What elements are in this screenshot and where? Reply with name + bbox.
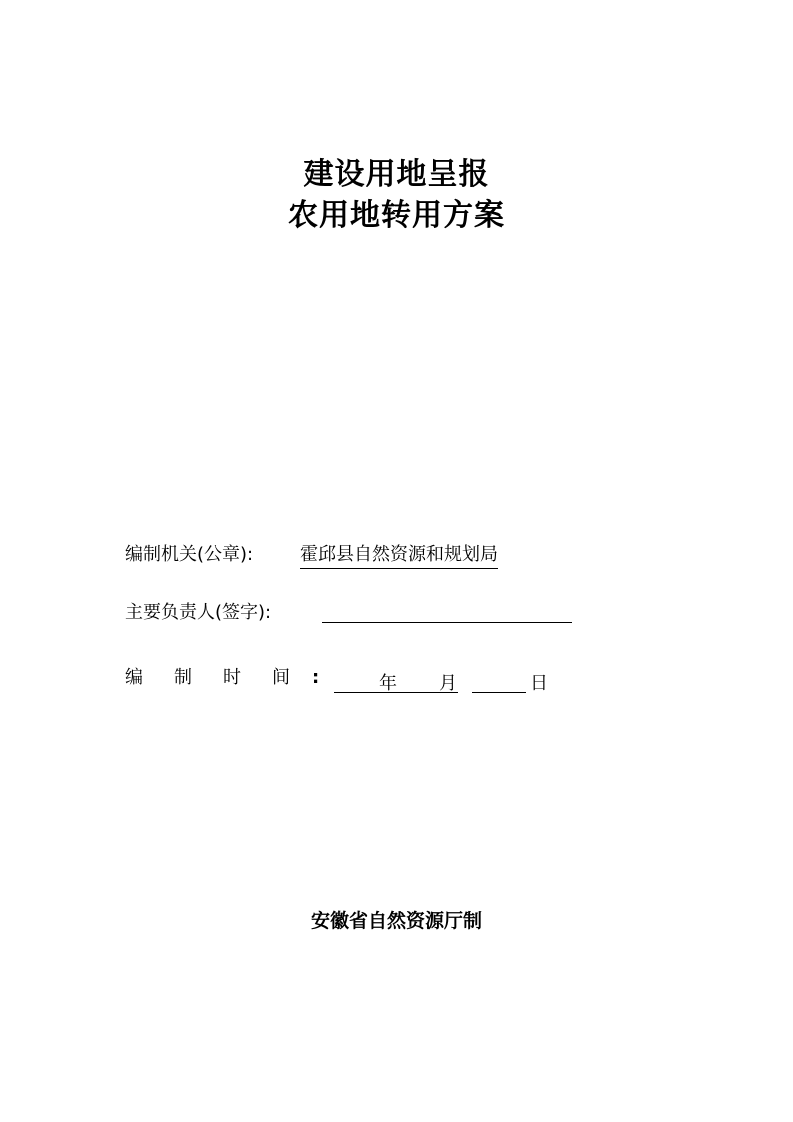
page-title-line1: 建设用地呈报 — [303, 157, 490, 192]
signature-line — [322, 622, 572, 623]
time-colon: : — [312, 667, 320, 688]
time-label-char-4: 间 — [272, 667, 290, 688]
month-unit: 月 — [439, 673, 457, 694]
time-label-char-2: 制 — [174, 667, 192, 688]
time-label-char-3: 时 — [223, 667, 241, 688]
page-title-line2: 农用地转用方案 — [288, 198, 505, 233]
responsible-label: 主要负责人(签字): — [125, 602, 272, 623]
year-unit: 年 — [379, 673, 397, 694]
issuer-footer: 安徽省自然资源厅制 — [310, 910, 482, 932]
org-value: 霍邱县自然资源和规划局 — [300, 543, 498, 569]
day-unit: 日 — [530, 673, 548, 694]
time-label-char-1: 编 — [125, 667, 143, 688]
org-label: 编制机关(公章): — [125, 544, 254, 565]
day-line — [472, 692, 526, 693]
